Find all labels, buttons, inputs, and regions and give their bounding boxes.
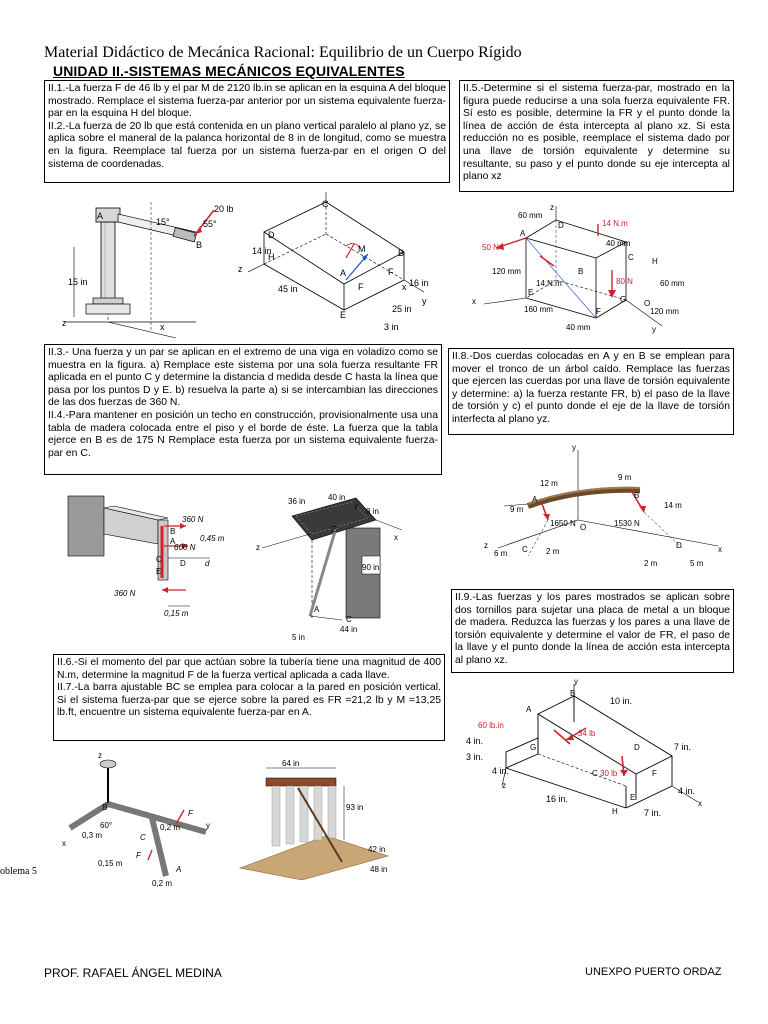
problem-2-text: II.2.-La fuerza de 20 lb que está contenida en un plano vertical paralelo al plano yz, se aplica sobre el maneral de la palanca horizontal de 8 in de longitud, como se muestra en la figura. Reemplace tal fuerza por un sistema fuerza-par en el origen O del sistema de coordenadas. bbox=[48, 120, 446, 170]
label-45in: 45 in bbox=[278, 284, 298, 294]
problem-box-3-4 bbox=[44, 344, 442, 475]
label-z: z bbox=[62, 318, 67, 328]
label-25in: 25 in bbox=[392, 304, 412, 314]
problem-8-text: II.8.-Dos cuerdas colocadas en A y en B se emplean para mover el tronco de un árbol caído. Remplace las fuerzas que ejercen las cuerdas por una llave de torsión equivalente y determine: a) la fuerza restante FR, b) el paso de la llave de torsión y c) el punto donde el eje de la llave de torsión interfecta al plano yz. bbox=[452, 351, 730, 425]
label-B-beam: B bbox=[170, 527, 176, 536]
label-y-ii5: y bbox=[652, 325, 656, 334]
label-3in: 3 in. bbox=[466, 752, 484, 762]
footer-institution: UNEXPO PUERTO ORDAZ bbox=[585, 966, 722, 978]
figure-box-ii5 bbox=[466, 200, 734, 340]
problem-4-text: II.4.-Para mantener en posición un techo en construcción, provisionalmente usa una tabla de madera colocada entre el piso y el borde de éste. La fuerza que la tabla ejerce en B es de 175 N Remplace esta fuerza por un sistema equivalente fuerza-par en C. bbox=[48, 409, 438, 459]
label-F: F bbox=[388, 267, 394, 277]
label-60deg: 60° bbox=[100, 821, 113, 830]
label-A-roof: A bbox=[314, 605, 320, 614]
label-D-beam: D bbox=[180, 559, 186, 568]
label-42in: 42 in bbox=[368, 845, 386, 854]
label-z-tree: z bbox=[484, 541, 488, 550]
label-90in: 90 in bbox=[362, 563, 380, 572]
label-y-pipe: y bbox=[206, 821, 210, 830]
label-15in: 15 in bbox=[68, 277, 88, 287]
problem-5-text: II.5.-Determine si el sistema fuerza-par, mostrado en la figura puede reducirse a una sola fuerza equivalente FR. Sí esto es posible, determine la FR y el punto donde la línea de acción de ésta intercepta al plano xz. Si esta reducción no es posible, reemplace el sistema dado por una llave de torsión equivalente y determine su resultante, su paso y el punto donde su eje intercepta al plano xz bbox=[463, 83, 730, 183]
problem-6-text: II.6.-Si el momento del par que actúan sobre la tubería tiene una magnitud de 400 N.m, determine la magnitud F de la fuerza vertical aplicada a cada llave. bbox=[57, 657, 441, 681]
label-E-beam: E bbox=[156, 567, 162, 576]
label-34lb: 34 lb bbox=[578, 729, 596, 738]
label-B: B bbox=[196, 240, 203, 250]
label-force-20lb: 20 lb bbox=[214, 204, 234, 214]
label-A-tree: A bbox=[532, 495, 538, 504]
label-160mm: 160 mm bbox=[524, 305, 553, 314]
label-O-tree: O bbox=[580, 523, 587, 532]
label-A-beam: A bbox=[170, 537, 176, 546]
label-F-ii5: F bbox=[596, 307, 601, 316]
label-1530N: 1530 N bbox=[614, 519, 640, 528]
label-02m-top: 0,2 m bbox=[160, 823, 181, 832]
label-360N-top: 360 N bbox=[182, 515, 204, 524]
label-F-block9: F bbox=[652, 769, 657, 778]
label-015m: 0,15 m bbox=[164, 609, 189, 618]
label-60mm-right: 60 mm bbox=[660, 279, 685, 288]
label-B-pipe: B bbox=[102, 803, 108, 812]
label-48in: 48 in bbox=[370, 865, 388, 874]
label-B-block9: B bbox=[570, 689, 576, 698]
problem-3-text: II.3.- Una fuerza y un par se aplican en el extremo de una viga en voladizo como se muestra en la figura. a) Remplace este sistema por una sola fuerza resultante FR aplicada en el punto C y determine la distancia d medida desde C hasta la línea que pasa por los puntos D y E. b) resuelva la parte a) si se intercambian las direcciones de las dos fuerzas de 360 N. bbox=[48, 347, 438, 409]
label-y-block: y bbox=[422, 296, 427, 306]
label-30lb: 30 lb bbox=[600, 769, 618, 778]
label-C-block9: C bbox=[592, 769, 598, 778]
label-16in: 16 in bbox=[409, 278, 429, 288]
label-x-block: x bbox=[402, 282, 407, 292]
label-z-block: z bbox=[238, 264, 243, 274]
label-O-ii5: O bbox=[644, 299, 651, 308]
label-G-block9: G bbox=[530, 743, 537, 752]
label-z-block9: z bbox=[502, 781, 506, 790]
label-8in: 8 in bbox=[366, 507, 379, 516]
label-d: d bbox=[205, 559, 210, 568]
label-50N: 50 N bbox=[482, 243, 499, 252]
label-D: D bbox=[268, 230, 275, 240]
label-14in: 14 in bbox=[252, 246, 272, 256]
label-60mm: 60 mm bbox=[518, 211, 543, 220]
label-10in: 10 in. bbox=[610, 696, 633, 706]
label-E-block9: E bbox=[630, 793, 636, 802]
label-360N-bottom: 360 N bbox=[114, 589, 136, 598]
label-D-tree: D bbox=[676, 541, 682, 550]
problem-box-5 bbox=[459, 80, 734, 192]
problem-7-text: II.7.-La barra ajustable BC se emplea para colocar a la pared en posición vertical. Si el sistema fuerza-par que se ejerce sobre la pared es FR =21,2 lb y M =13,25 lb.ft, encuentre un sistema equivalente fuerza-par en A. bbox=[57, 682, 441, 719]
figure-cantilever-beam bbox=[60, 486, 250, 620]
label-02m-bottom: 0,2 m bbox=[152, 879, 173, 888]
label-M: M bbox=[358, 244, 366, 254]
label-H: H bbox=[268, 252, 275, 262]
label-14Nm-mid: 14 N.m bbox=[536, 279, 562, 288]
label-14m: 14 m bbox=[664, 501, 682, 510]
figure-block bbox=[234, 192, 434, 338]
label-40mm: 40 mm bbox=[606, 239, 631, 248]
label-03m: 0,3 m bbox=[82, 831, 103, 840]
label-force-F: F bbox=[358, 282, 364, 292]
unit-heading: UNIDAD II.-SISTEMAS MECÁNICOS EQUIVALENTES bbox=[53, 63, 405, 79]
problem-9-text: II.9.-Las fuerzas y los pares mostrados se aplican sobre dos tornillos para sujetar una placa de metal a un bloque de madera. Reduzca las fuerzas y los pares a una llave de torsión equivalente y determine el valor de FR, el paso de la llave y el punto donde la línea de acción esta intercepta al plano xz. bbox=[455, 592, 730, 666]
label-40in: 40 in bbox=[328, 493, 346, 502]
label-80N: 80 N bbox=[616, 277, 633, 286]
figure-wood-block bbox=[462, 678, 734, 824]
label-600N: 600 N bbox=[174, 543, 196, 552]
label-x-pipe: x bbox=[62, 839, 66, 848]
label-64in: 64 in bbox=[282, 759, 300, 768]
label-angle-55: 55° bbox=[203, 219, 217, 229]
label-5in: 5 in bbox=[292, 633, 305, 640]
label-A: A bbox=[97, 211, 104, 221]
label-E-ii5: E bbox=[528, 288, 534, 297]
label-44in: 44 in bbox=[340, 625, 358, 634]
label-A-ii5: A bbox=[520, 229, 526, 238]
label-A-block9: A bbox=[526, 705, 532, 714]
label-9m-left: 9 m bbox=[510, 505, 524, 514]
problem-box-8 bbox=[448, 348, 734, 435]
problem-box-9 bbox=[451, 589, 734, 673]
label-F-bottom: F bbox=[136, 851, 141, 860]
label-x-tree: x bbox=[718, 545, 722, 554]
side-note: oblema 5 bbox=[0, 866, 37, 877]
label-D-ii5: D bbox=[558, 221, 564, 230]
label-y-roof: y bbox=[354, 501, 358, 510]
label-E: E bbox=[340, 310, 347, 320]
label-C-beam: C bbox=[156, 555, 162, 564]
label-F-top: F bbox=[188, 809, 193, 818]
label-z-pipe: z bbox=[98, 751, 102, 760]
label-x: x bbox=[160, 322, 165, 332]
footer-author: PROF. RAFAEL ÁNGEL MEDINA bbox=[44, 966, 222, 980]
label-A-pipe: A bbox=[176, 865, 182, 874]
label-y-tree: y bbox=[572, 443, 576, 452]
label-y-block9: y bbox=[574, 678, 578, 686]
label-7in-bottom: 7 in. bbox=[644, 808, 662, 818]
label-C-tree: C bbox=[522, 545, 528, 554]
label-G-ii5: G bbox=[620, 295, 627, 304]
label-x-roof: x bbox=[394, 533, 398, 542]
label-x-block9: x bbox=[698, 799, 702, 808]
label-6m: 6 m bbox=[494, 549, 508, 558]
label-3in: 3 in bbox=[384, 322, 399, 332]
label-120mm: 120 mm bbox=[492, 267, 521, 276]
label-1650N: 1650 N bbox=[550, 519, 576, 528]
label-12m: 12 m bbox=[540, 479, 558, 488]
label-z-roof: z bbox=[256, 543, 260, 552]
label-14Nm-top: 14 N.m bbox=[602, 219, 628, 228]
problem-1-text: II.1.-La fuerza F de 46 lb y el par M de 2120 lb.in se aplican en la esquina A del bloque mostrado. Remplace el sistema fuerza-par anterior por un sistema equivalente fuerza-par en la esquina H del bloque. bbox=[48, 83, 446, 120]
label-z-ii5: z bbox=[550, 203, 554, 212]
label-angle-15: 15° bbox=[156, 217, 170, 227]
label-60lbin: 60 lb.in bbox=[478, 721, 504, 730]
label-40mm-bottom: 40 mm bbox=[566, 323, 591, 332]
label-C: C bbox=[322, 199, 329, 209]
label-B-block: B bbox=[398, 248, 405, 258]
label-x-ii5: x bbox=[472, 297, 476, 306]
label-B-ii5: B bbox=[578, 267, 584, 276]
label-5m: 5 m bbox=[690, 559, 704, 568]
label-2m-right: 2 m bbox=[644, 559, 658, 568]
problem-box-6-7 bbox=[53, 654, 445, 741]
label-9m-top: 9 m bbox=[618, 473, 632, 482]
label-H-block9: H bbox=[612, 807, 618, 816]
label-B-tree: B bbox=[634, 491, 640, 500]
label-4in-right: 4 in. bbox=[678, 786, 696, 796]
label-H-ii5: H bbox=[652, 257, 658, 266]
figure-roof-board bbox=[252, 488, 408, 640]
label-16in: 16 in. bbox=[546, 794, 569, 804]
label-C-roof: C bbox=[346, 615, 352, 624]
label-045m: 0,45 m bbox=[200, 534, 225, 543]
figure-pipe-wrenches bbox=[56, 748, 224, 888]
label-4in-left: 4 in. bbox=[466, 736, 484, 746]
document-title: Material Didáctico de Mecánica Racional: Equilibrio de un Cuerpo Rígido bbox=[44, 44, 522, 61]
label-93in: 93 in bbox=[346, 803, 364, 812]
label-015m: 0,15 m bbox=[98, 859, 123, 868]
figure-wall-panel bbox=[236, 748, 392, 880]
label-B-roof: B bbox=[332, 525, 338, 534]
problem-box-1-2 bbox=[44, 80, 450, 183]
label-C-pipe: C bbox=[140, 833, 146, 842]
figure-tree-trunk bbox=[468, 440, 734, 580]
label-C-ii5: C bbox=[628, 253, 634, 262]
label-120mm-right: 120 mm bbox=[650, 307, 679, 316]
figure-crank-pole bbox=[56, 192, 246, 338]
label-7in-top: 7 in. bbox=[674, 742, 692, 752]
label-4in-mid: 4 in. bbox=[492, 766, 510, 776]
label-A-block: A bbox=[340, 268, 347, 278]
label-2m-left: 2 m bbox=[546, 547, 560, 556]
label-D-block9: D bbox=[634, 743, 640, 752]
label-36in: 36 in bbox=[288, 497, 306, 506]
